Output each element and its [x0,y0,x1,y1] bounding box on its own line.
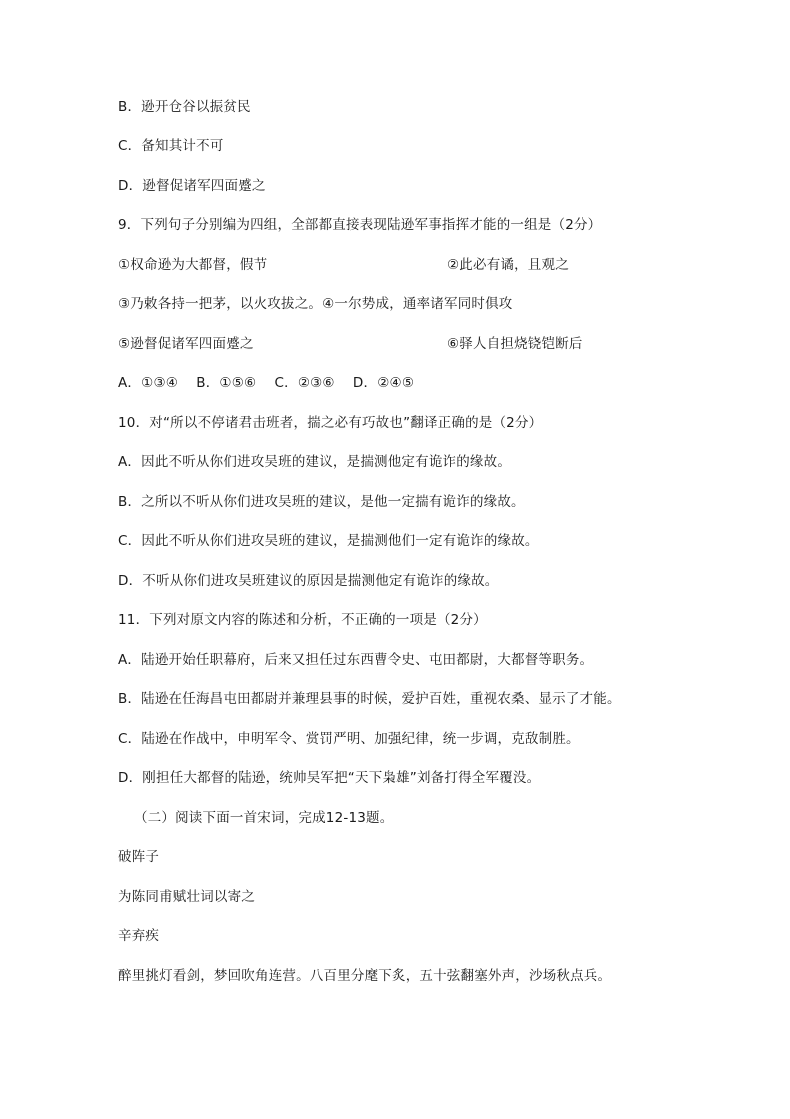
q9-sentence-2: ②此必有谲，且观之 [447,257,569,273]
q9-sentences-row-1 [118,256,569,274]
q11-option-c: C．陆逊在作战中，申明军令、赏罚严明、加强纪律，统一步调，克敌制胜。 [118,731,580,747]
q11-option-b: B．陆逊在任海昌屯田都尉并兼理县事的时候，爱护百姓，重视农桑、显示了才能。 [118,691,621,707]
option-c-line: C．备知其计不可 [118,138,224,154]
q11-option-a: A．陆逊开始任职幕府，后来又担任过东西曹令史、屯田都尉，大都督等职务。 [118,652,594,668]
q9-sentence-1: ①权命逊为大都督，假节 [118,257,268,273]
poem-title: 破阵子 [118,849,160,865]
q9-sentences-row-2: ③乃敕各持一把茅，以火攻拔之。④一尔势成，通率诸军同时俱攻 [118,296,513,312]
option-b-line: B．逊开仓谷以振贫民 [118,99,251,115]
question-9: 9．下列句子分别编为四组，全部都直接表现陆逊军事指挥才能的一组是（2分） [118,217,602,233]
q9-sentences-row-3 [118,335,583,353]
option-d-line: D．逊督促诸军四面蹙之 [118,178,266,194]
q9-sentence-6: ⑥驿人自担烧铙铠断后 [447,336,583,352]
q10-option-a: A．因此不听从你们进攻吴班的建议，是揣测他定有诡诈的缘故。 [118,454,512,470]
q10-option-c: C．因此不听从你们进攻吴班的建议，是揣测他们一定有诡诈的缘故。 [118,533,539,549]
q9-sentence-5: ⑤逊督促诸军四面蹙之 [118,336,254,352]
poem-first-stanza: 醉里挑灯看剑，梦回吹角连营。八百里分麾下炙，五十弦翻塞外声，沙场秋点兵。 [118,968,612,984]
poem-subtitle: 为陈同甫赋壮词以寄之 [118,889,255,905]
q9-options: A．①③④ B．①⑤⑥ C．②③⑥ D．②④⑤ [118,375,415,391]
question-10: 10．对“所以不停诸君击班者，揣之必有巧故也”翻译正确的是（2分） [118,415,543,431]
q10-option-d: D．不听从你们进攻吴班建议的原因是揣测他定有诡诈的缘故。 [118,573,499,589]
q10-option-b: B．之所以不听从你们进攻吴班的建议，是他一定揣有诡诈的缘故。 [118,494,525,510]
poem-author: 辛弃疾 [118,928,160,944]
question-11: 11．下列对原文内容的陈述和分析，不正确的一项是（2分） [118,612,487,628]
q11-option-d: D．刚担任大都督的陆逊，统帅吴军把“天下枭雄”刘备打得全军覆没。 [118,770,541,786]
section-2-heading: （二）阅读下面一首宋词，完成12-13题。 [134,810,394,826]
